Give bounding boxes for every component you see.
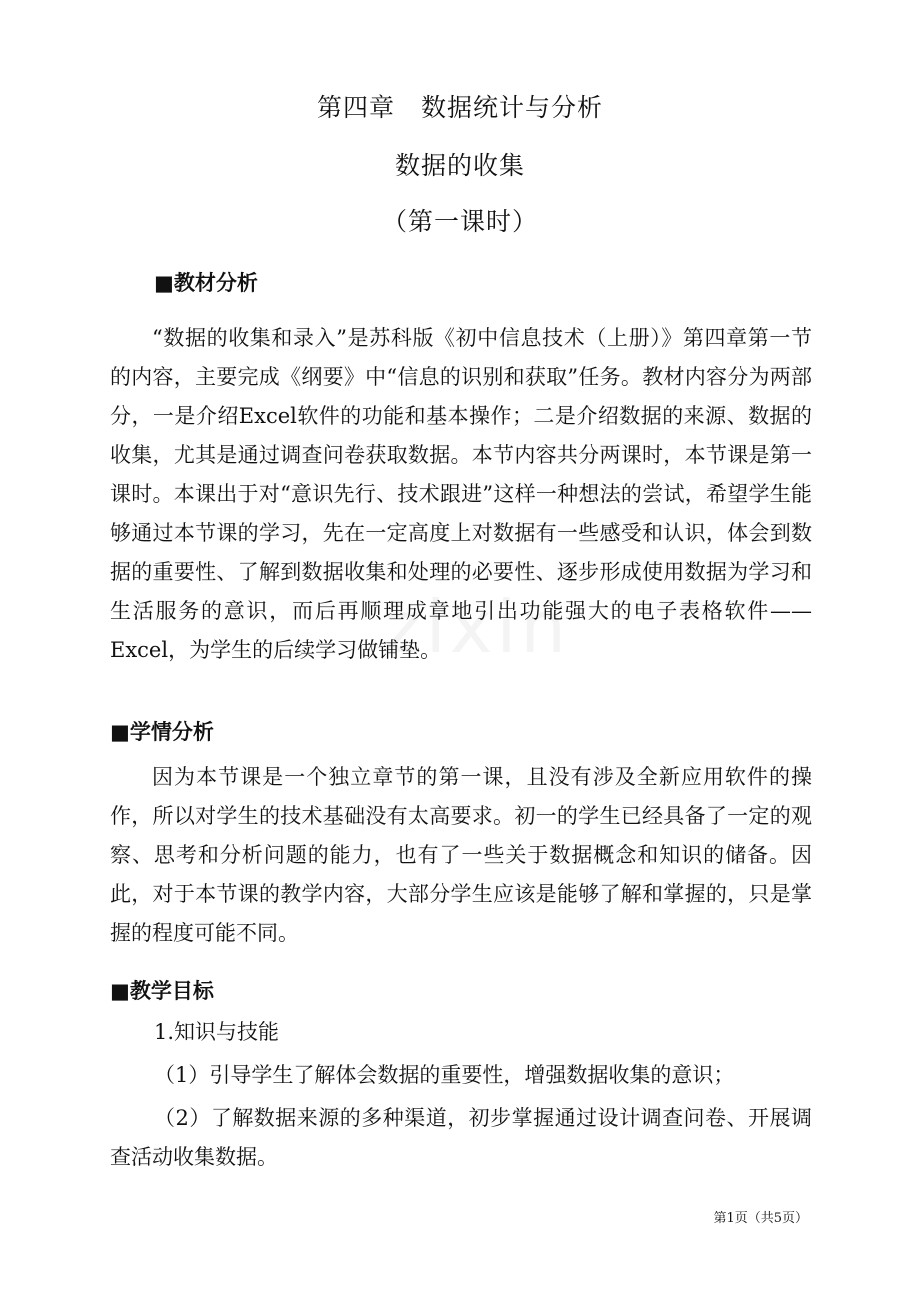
- page-footer: 第1页（共5页）: [713, 1211, 808, 1226]
- heading-student-analysis: ■学情分析: [110, 720, 214, 744]
- watermark: [384, 585, 570, 669]
- goal-item-2: （2）了解数据来源的多种渠道，初步掌握通过设计调查问卷、开展调查活动收集数据。: [110, 1106, 812, 1169]
- paragraph-textbook-analysis: “数据的收集和录入”是苏科版《初中信息技术（上册）》第四章第一节的内容，主要完成《纲要》中“信息的识别和获取”任务。教材内容分为两部分，一是介绍Excel软件的功能和基本操作；二是介绍数据的来源、数据的收集，尤其是通过调查问卷获取数据。本节内容共分两课时，本节课是第一课时。本课出于对“意识先行、技术跟进”这样一种想法的尝试，希望学生能够通过本节课的学习，先在一定高度上对数据有一些感受和认识，体会到数据的重要性、了解到数据收集和处理的必要性、逐步形成使用数据为学习和生活服务的意识，而后再顺理成章地引出功能强大的电子表格软件——Excel，为学生的后续学习做铺垫。: [110, 326, 812, 662]
- section-title: 数据的收集: [394, 151, 525, 180]
- heading-teaching-goals: ■教学目标: [110, 979, 214, 1003]
- heading-textbook-analysis: ■教材分析: [154, 271, 258, 295]
- sub-heading-knowledge-skills: 1.知识与技能: [154, 1020, 280, 1044]
- chapter-title: 第四章 数据统计与分析: [316, 93, 603, 122]
- lesson-label: （第一课时）: [381, 207, 538, 236]
- paragraph-student-analysis: 因为本节课是一个独立章节的第一课，且没有涉及全新应用软件的操作，所以对学生的技术基础没有太高要求。初一的学生已经具备了一定的观察、思考和分析问题的能力，也有了一些关于数据概念和知识的储备。因此，对于本节课的教学内容，大部分学生应该是能够了解和掌握的，只是掌握的程度可能不同。: [110, 765, 812, 945]
- goal-item-1: （1）引导学生了解体会数据的重要性，增强数据收集的意识；: [154, 1063, 735, 1087]
